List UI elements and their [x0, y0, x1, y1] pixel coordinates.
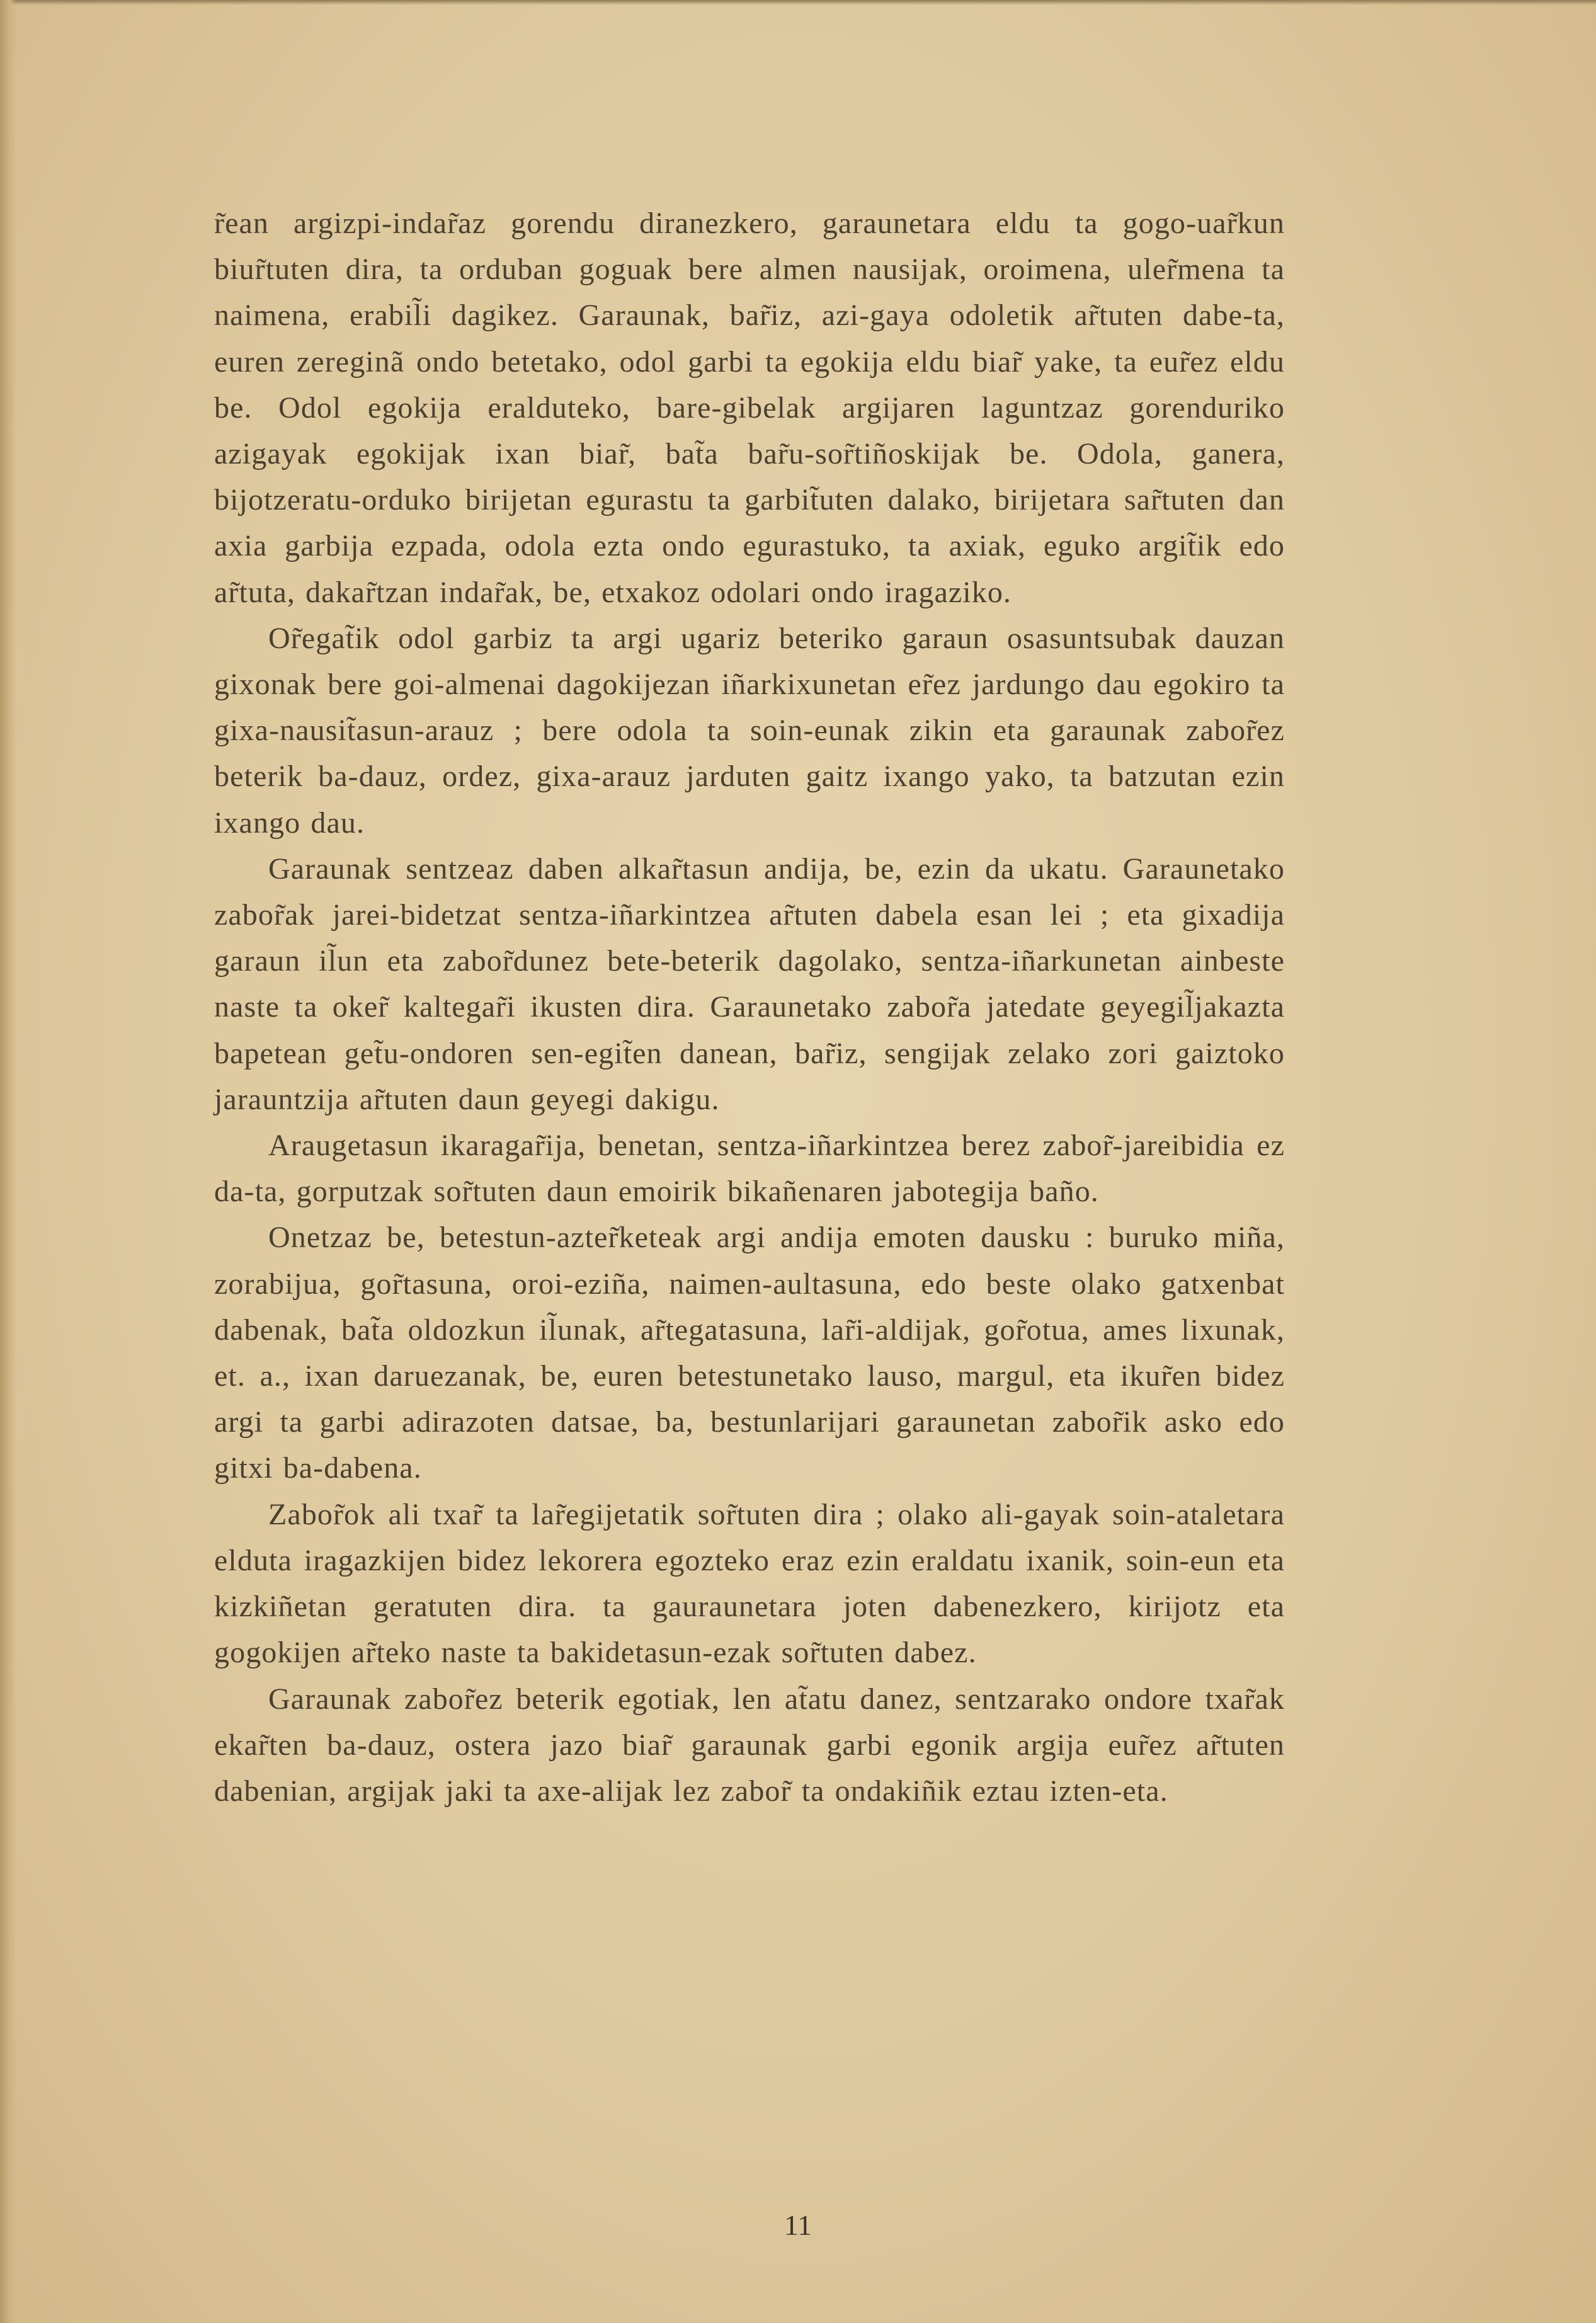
- page-binding-edge: [0, 0, 16, 2323]
- paragraph: Zabor̃ok ali txar̃ ta lar̃egijetatik sor̃tuten dira ; olako ali-gayak soin-ataletara elduta iragazkijen bidez lekorera egozteko eraz ezin eraldatu ixanik, soin-eun eta kizkiñetan geratuten dira. ta gauraunetara joten dabenezkero, kirijotz eta gogokijen ar̃teko naste ta bakidetasun-ezak sor̃tuten dabez.: [214, 1497, 1285, 1670]
- paragraph: Araugetasun ikaragar̃ija, benetan, sentza-iñarkintzea berez zabor̃-jareibidia ez da-ta, gorputzak sor̃tuten daun emoirik bikañenaren jabotegija baño.: [214, 1129, 1285, 1209]
- paragraph: Garaunak sentzeaz daben alkar̃tasun andija, be, ezin da ukatu. Garaunetako zabor̃ak jarei-bidetzat sentza-iñarkintzea ar̃tuten dabela esan lei ; eta gixadija garaun il̃un eta zabor̃dunez bete-beterik dagolako, sentza-iñarkunetan ainbeste naste ta oker̃ kaltegar̃i ikusten dira. Garaunetako zabor̃a jatedate geyegil̃jakazta bapetean get̃u-ondoren sen-egit̃en danean, bar̃iz, sengijak zelako zori gaiztoko jarauntzija ar̃tuten daun geyegi dakigu.: [214, 852, 1285, 1116]
- paragraph-continued: r̃ean argizpi-indar̃az gorendu diranezkero, garaunetara eldu ta gogo-uar̃kun biur̃tuten dira, ta orduban goguak bere almen nausijak, oroimena, uler̃mena ta naimena, erabil̃i dagikez. Garaunak, bar̃iz, azi-gaya odoletik ar̃tuten dabe-ta, euren zereginã ondo betetako, odol garbi ta egokija eldu biar̃ yake, ta eur̃ez eldu be. Odol egokija eralduteko, bare-gibelak argijaren laguntzaz gorenduriko azigayak egokijak ixan biar̃, bat̃a bar̃u-sor̃tiñoskijak be. Odola, ganera, bijotzeratu-orduko birijetan egurastu ta garbit̃uten dalako, birijetara sar̃tuten dan axia garbija ezpada, odola ezta ondo egurastuko, ta axiak, eguko argit̃ik edo ar̃tuta, dakar̃tzan indar̃ak, be, etxakoz odolari ondo iragaziko.: [214, 207, 1285, 609]
- body-text: [214, 200, 1285, 1814]
- paragraph: Garaunak zabor̃ez beterik egotiak, len at̃atu danez, sentzarako ondore txar̃ak ekar̃ten ba-dauz, ostera jazo biar̃ garaunak garbi egonik argija eur̃ez ar̃tuten dabenian, argijak jaki ta axe-alijak lez zabor̃ ta ondakiñik eztau izten-eta.: [214, 1682, 1285, 1808]
- page-number: 11: [784, 2209, 812, 2241]
- paragraph: Or̃egat̃ik odol garbiz ta argi ugariz beteriko garaun osasuntsubak dauzan gixonak bere goi-almenai dagokijezan iñarkixunetan er̃ez jardungo dau egokiro ta gixa-nausit̃asun-arauz ; bere odola ta soin-eunak zikin eta garaunak zabor̃ez beterik ba-dauz, ordez, gixa-arauz jarduten gaitz ixango yako, ta batzutan ezin ixango dau.: [214, 621, 1285, 840]
- paragraph: Onetzaz be, betestun-azter̃keteak argi andija emoten dausku : buruko miña, zorabijua, gor̃tasuna, oroi-eziña, naimen-aultasuna, edo beste olako gatxenbat dabenak, bat̃a oldozkun il̃unak, ar̃tegatasuna, lar̃i-aldijak, gor̃otua, ames lixunak, et. a., ixan daruezanak, be, euren betestunetako lauso, margul, eta ikur̃en bidez argi ta garbi adirazoten datsae, ba, bestunlarijari garaunetan zabor̃ik asko edo gitxi ba-dabena.: [214, 1221, 1285, 1485]
- page-top-edge: [0, 0, 1596, 5]
